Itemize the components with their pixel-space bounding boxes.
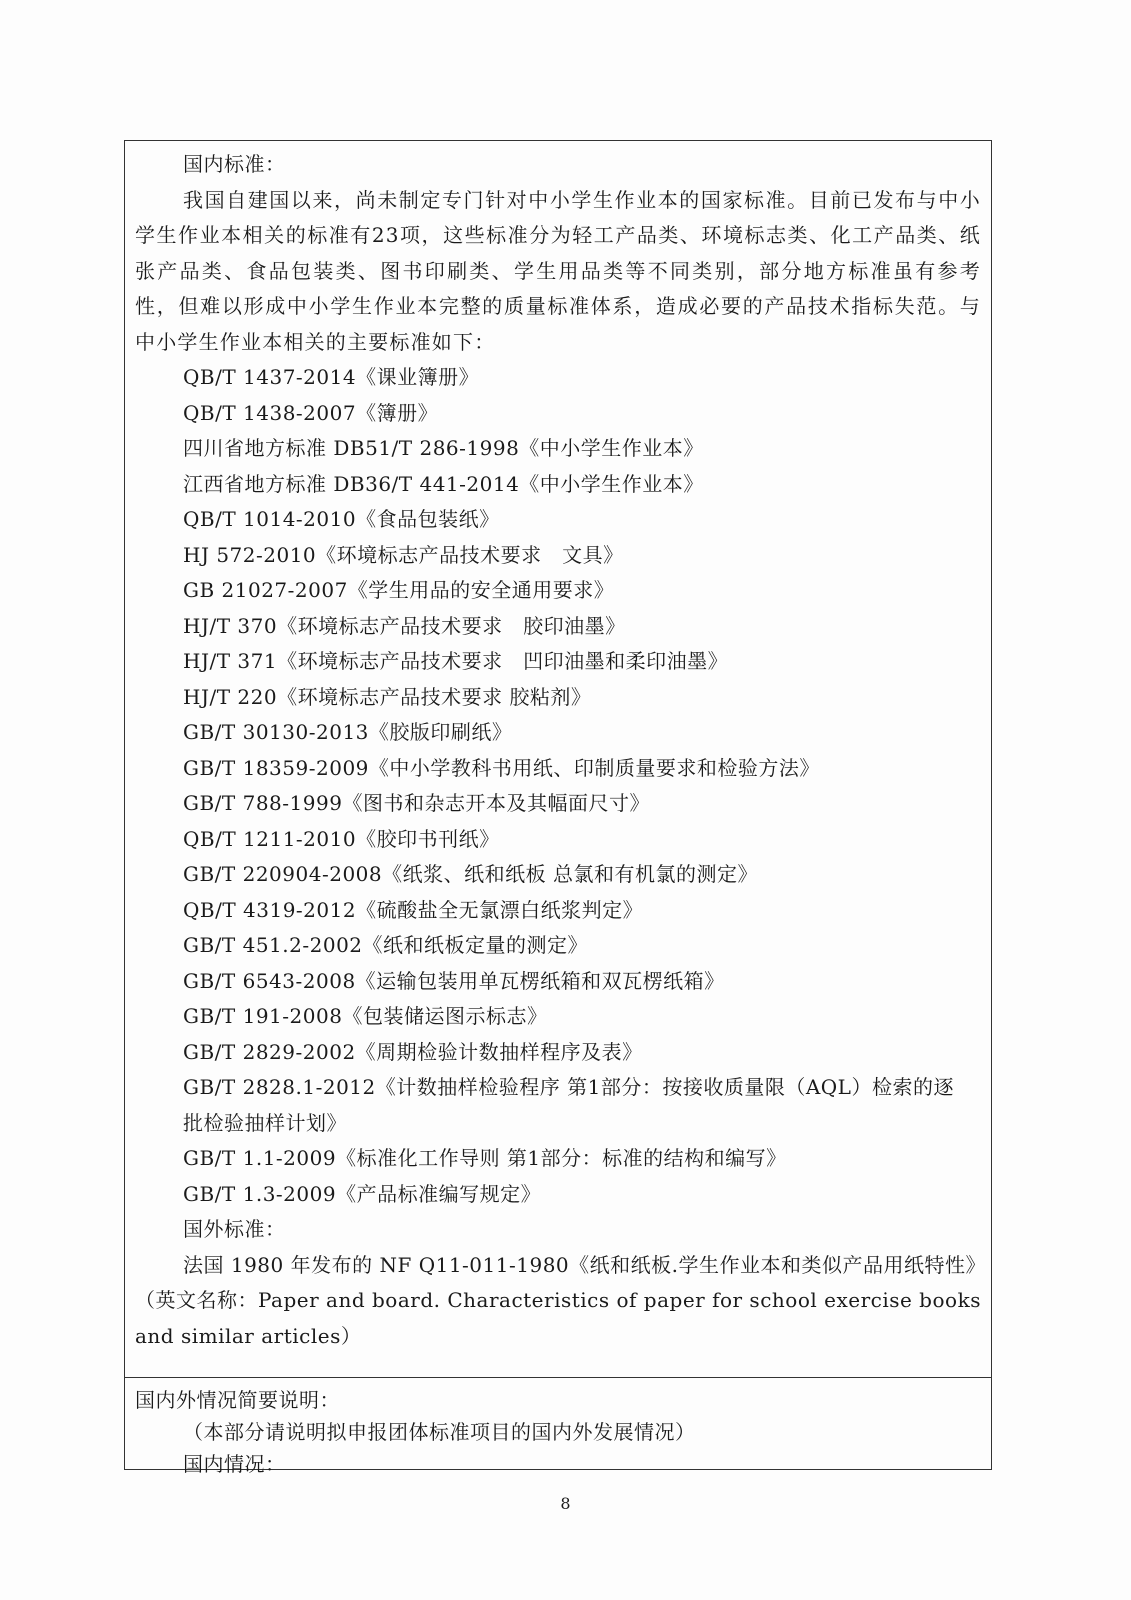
foreign-standards-heading: 国外标准： xyxy=(183,1217,286,1241)
form-table xyxy=(124,140,992,1476)
standard-item: HJ/T 220《环境标志产品技术要求 胶粘剂》 xyxy=(183,684,592,709)
standard-item: QB/T 1014-2010《食品包装纸》 xyxy=(183,507,500,531)
standard-item: HJ/T 371《环境标志产品技术要求 凹印油墨和柔印油墨》 xyxy=(183,649,729,673)
standard-item: QB/T 1438-2007《簿册》 xyxy=(183,400,439,425)
domestic-situation-heading: 国内情况： xyxy=(183,1452,286,1476)
standard-item: QB/T 4319-2012《硫酸盐全无氯漂白纸浆判定》 xyxy=(183,897,644,922)
standard-item: GB/T 788-1999《图书和杂志开本及其幅面尺寸》 xyxy=(183,791,650,815)
standard-item: HJ 572-2010《环境标志产品技术要求 文具》 xyxy=(183,542,624,567)
summary-note: （本部分请说明拟申报团体标准项目的国内外发展情况） xyxy=(183,1420,696,1444)
foreign-standard-line2: （英文名称：Paper and board. Characteristics of paper for school exercise books xyxy=(135,1288,981,1312)
standard-item: GB/T 220904-2008《纸浆、纸和纸板 总氯和有机氯的测定》 xyxy=(183,862,758,886)
standard-item: GB/T 2829-2002《周期检验计数抽样程序及表》 xyxy=(183,1039,643,1064)
foreign-standard-line3: and similar articles） xyxy=(135,1323,362,1348)
domestic-intro-paragraph: 我国自建国以来，尚未制定专门针对中小学生作业本的国家标准。目前已发布与中小学生作业本相关的标准有23项，这些标准分为轻工产品类、环境标志类、化工产品类、纸张产品类、食品包装类、图书印刷类、学生用品类等不同类别，部分地方标准虽有参考性，但难以形成中小学生作业本完整的质量标准体系，造成必要的产品技术指标失范。与中小学生作业本相关的主要标准如下： xyxy=(135,187,981,354)
standard-item: GB/T 1.1-2009《标准化工作导则 第1部分：标准的结构和编写》 xyxy=(183,1146,787,1170)
summary-cell xyxy=(125,1377,991,1476)
standard-item: HJ/T 370《环境标志产品技术要求 胶印油墨》 xyxy=(183,613,626,638)
domestic-standards-list xyxy=(135,360,981,1212)
foreign-standard-line1: 法国 1980 年发布的 NF Q11-011-1980《纸和纸板.学生作业本和类似产品用纸特性》 xyxy=(183,1252,986,1277)
standard-item: GB 21027-2007《学生用品的安全通用要求》 xyxy=(183,578,615,602)
standard-item: GB/T 191-2008《包装储运图示标志》 xyxy=(183,1004,548,1028)
summary-heading: 国内外情况简要说明： xyxy=(135,1388,340,1412)
standard-item: GB/T 451.2-2002《纸和纸板定量的测定》 xyxy=(183,933,589,957)
standard-item: GB/T 1.3-2009《产品标准编写规定》 xyxy=(183,1181,542,1206)
standard-item: QB/T 1437-2014《课业簿册》 xyxy=(183,365,480,389)
standard-item: 四川省地方标准 DB51/T 286-1998《中小学生作业本》 xyxy=(183,436,704,460)
standard-item: 江西省地方标准 DB36/T 441-2014《中小学生作业本》 xyxy=(183,471,704,496)
standard-item: GB/T 18359-2009《中小学教科书用纸、印制质量要求和检验方法》 xyxy=(183,755,820,780)
standards-cell xyxy=(125,141,991,1377)
standard-item: QB/T 1211-2010《胶印书刊纸》 xyxy=(183,826,500,851)
standard-item-long-line1: GB/T 2828.1-2012《计数抽样检验程序 第1部分：按接收质量限（AQL）检索的逐 xyxy=(183,1075,954,1099)
page-number: 8 xyxy=(560,1494,571,1513)
standard-item-long-line2: 批检验抽样计划》 xyxy=(183,1110,347,1135)
standard-item: GB/T 30130-2013《胶版印刷纸》 xyxy=(183,720,513,744)
domestic-standards-heading: 国内标准： xyxy=(183,152,286,176)
standard-item: GB/T 6543-2008《运输包装用单瓦楞纸箱和双瓦楞纸箱》 xyxy=(183,968,725,993)
